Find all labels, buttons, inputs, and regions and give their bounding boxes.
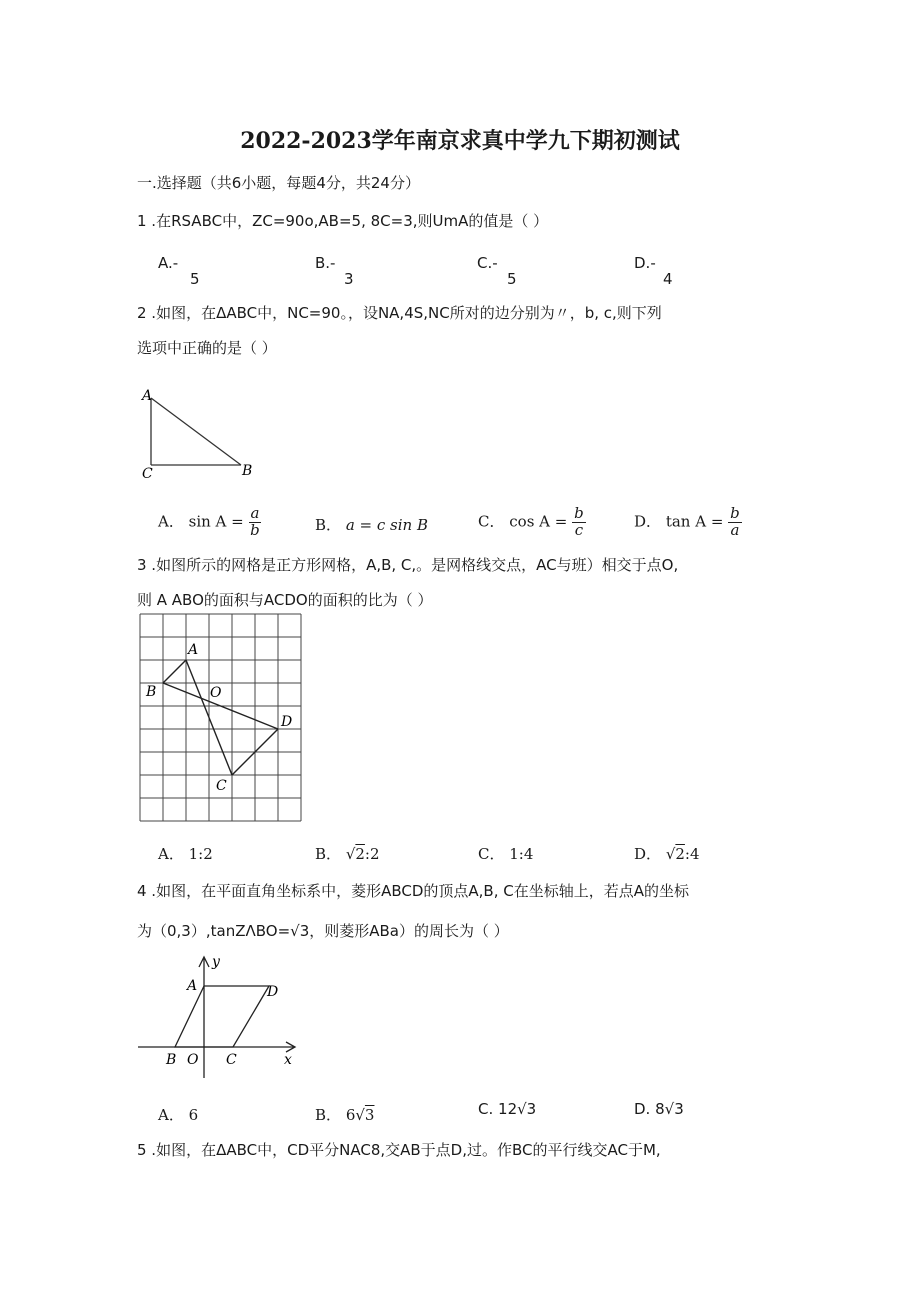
q2-option-d[interactable] bbox=[634, 506, 742, 539]
q4-label-c: C bbox=[226, 1052, 237, 1068]
question-2-line1: 2 .如图，在ΔABC中，NC=90。，设NA,4S,NC所对的边分别为〃，b, c,则下列 bbox=[137, 304, 662, 322]
question-4-line2: 为（0,3）,tanZΛBO=√3，则菱形ABa）的周长为（ ） bbox=[137, 922, 509, 940]
q1-option-b[interactable]: B.- bbox=[315, 254, 336, 272]
q4-option-a[interactable] bbox=[158, 1104, 198, 1125]
q3-option-b[interactable]: B． √2:2 bbox=[315, 845, 380, 863]
q2-option-c-label: C． bbox=[478, 512, 505, 531]
q4-option-d[interactable] bbox=[634, 1100, 684, 1118]
q3-option-c[interactable] bbox=[478, 843, 533, 864]
q2-option-c[interactable] bbox=[478, 506, 586, 539]
q2-label-c: C bbox=[142, 466, 153, 481]
q3-option-d-label: D． bbox=[634, 845, 662, 863]
q4-option-b-label: B． bbox=[315, 1106, 342, 1124]
section-heading: 一.选择题（共6小题，每题4分，共24分） bbox=[137, 174, 420, 192]
q4-option-a-label: A． bbox=[158, 1106, 184, 1124]
q2-option-a-lhs: sin A = bbox=[188, 512, 244, 531]
q2-option-b-label: B． bbox=[315, 516, 342, 534]
q1-option-c[interactable]: C.- bbox=[477, 254, 498, 272]
q3-option-b-root: 2 bbox=[355, 845, 365, 863]
q2-option-a-den: b bbox=[250, 520, 260, 539]
q3-label-b: B bbox=[146, 684, 157, 700]
q4-option-d-label: D. bbox=[634, 1100, 651, 1118]
q4-option-d-expr: 8√3 bbox=[655, 1100, 684, 1118]
q2-option-d-label: D． bbox=[634, 512, 662, 531]
q1-option-d[interactable]: D.- bbox=[634, 254, 656, 272]
q3-option-b-rest: :2 bbox=[364, 845, 380, 863]
q3-option-a-label: A． bbox=[158, 845, 184, 863]
q1-option-d-sub: 4 bbox=[663, 270, 673, 288]
q4-option-b-expr: 6 bbox=[345, 1106, 356, 1124]
q3-label-d: D bbox=[281, 714, 293, 730]
q1-option-c-sub: 5 bbox=[507, 270, 517, 288]
q2-option-b[interactable] bbox=[315, 514, 428, 535]
q4-rhombus-figure bbox=[136, 952, 302, 1082]
page-title: 2022-2023学年南京求真中学九下期初测试 bbox=[240, 128, 680, 154]
q3-label-o: O bbox=[210, 685, 222, 701]
q4-label-y: y bbox=[212, 954, 220, 970]
q2-option-d-lhs: tan A = bbox=[665, 512, 724, 531]
q3-option-a-expr: 1:2 bbox=[188, 845, 213, 863]
question-1-text: 1 .在RSABC中，ZC=90o,AB=5, 8C=3,则UmA的值是（ ） bbox=[137, 212, 549, 230]
q3-option-a[interactable] bbox=[158, 843, 213, 864]
q2-option-b-expr: a = c sin B bbox=[345, 516, 428, 534]
q1-option-a-sub: 5 bbox=[190, 270, 200, 288]
q4-label-a: A bbox=[187, 978, 198, 994]
q4-option-c[interactable] bbox=[478, 1100, 536, 1118]
q2-option-c-num: b bbox=[574, 504, 584, 522]
q1-option-b-sub: 3 bbox=[344, 270, 354, 288]
q3-label-a: A bbox=[188, 642, 199, 658]
q3-option-b-label: B． bbox=[315, 845, 342, 863]
q3-label-c: C bbox=[216, 778, 227, 794]
q2-option-a-num: a bbox=[250, 504, 260, 522]
q3-grid-figure bbox=[136, 610, 308, 825]
q4-label-d: D bbox=[267, 984, 279, 1000]
q4-label-x: x bbox=[284, 1052, 292, 1068]
q3-option-d[interactable]: D． √2:4 bbox=[634, 845, 700, 863]
q2-label-b: B bbox=[242, 463, 253, 479]
q4-option-c-expr: 12√3 bbox=[498, 1100, 537, 1118]
q2-option-c-lhs: cos A = bbox=[509, 512, 568, 531]
question-2-line2: 选项中正确的是（ ） bbox=[137, 339, 277, 357]
q3-option-c-label: C． bbox=[478, 845, 505, 863]
q3-option-d-rest: :4 bbox=[684, 845, 700, 863]
q2-label-a: A bbox=[142, 388, 153, 404]
q2-option-d-den: a bbox=[730, 520, 740, 539]
q4-label-b: B bbox=[166, 1052, 177, 1068]
q2-option-d-num: b bbox=[730, 504, 740, 522]
q2-option-a[interactable] bbox=[158, 506, 261, 539]
q4-option-c-label: C. bbox=[478, 1100, 494, 1118]
q2-option-a-label: A． bbox=[158, 512, 184, 531]
q2-triangle-figure bbox=[138, 386, 258, 481]
question-3-line2: 则 A ABO的面积与ACDO的面积的比为（ ） bbox=[137, 591, 433, 609]
q4-option-b-root: 3 bbox=[364, 1106, 375, 1124]
q4-label-o: O bbox=[187, 1052, 199, 1068]
q4-option-a-expr: 6 bbox=[188, 1106, 199, 1124]
question-3-line1: 3 .如图所示的网格是正方形网格，A,B, C,。是网格线交点，AC与班）相交于点O, bbox=[137, 556, 679, 574]
q4-option-b[interactable]: B． 6√3 bbox=[315, 1106, 375, 1124]
q3-option-c-expr: 1:4 bbox=[509, 845, 534, 863]
question-5-line1: 5 .如图，在ΔABC中，CD平分NAC8,交AB于点D,过。作BC的平行线交AC于M, bbox=[137, 1141, 661, 1159]
q3-option-d-root: 2 bbox=[675, 845, 685, 863]
question-4-line1: 4 .如图，在平面直角坐标系中，菱形ABCD的顶点A,B, C在坐标轴上，若点A的坐标 bbox=[137, 882, 689, 900]
q2-option-c-den: c bbox=[574, 520, 584, 539]
q1-option-a[interactable]: A.- bbox=[158, 254, 179, 272]
